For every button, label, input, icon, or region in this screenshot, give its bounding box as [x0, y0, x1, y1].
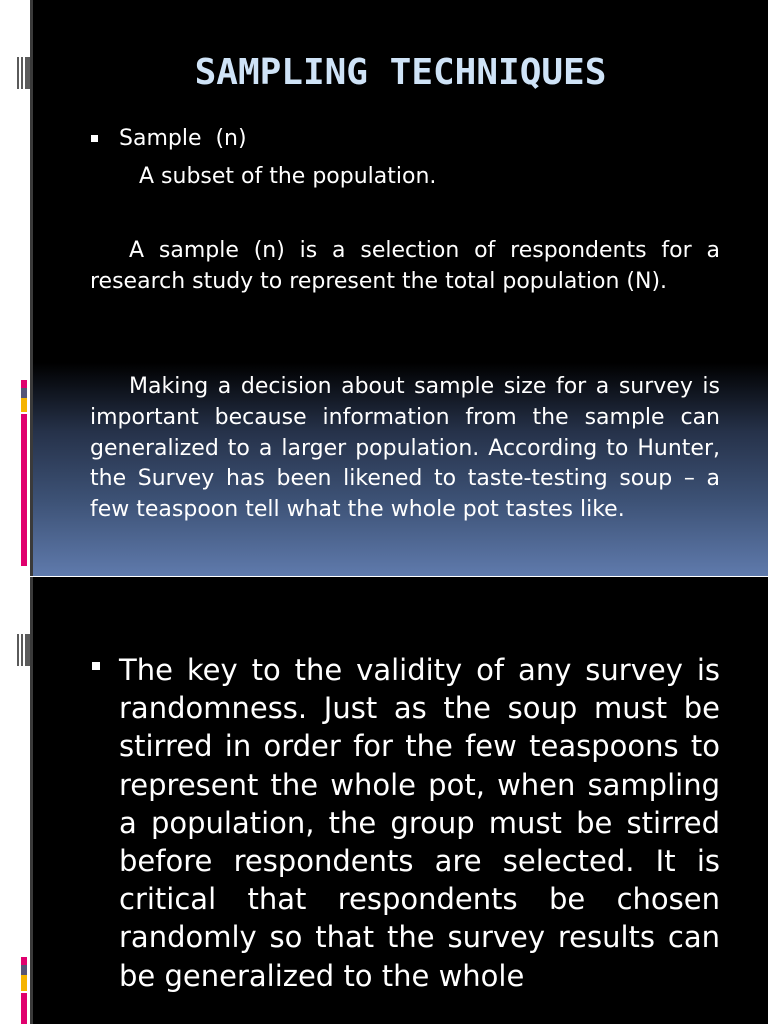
color-accent-strip — [21, 957, 27, 1024]
square-bullet-icon — [91, 135, 98, 142]
paragraph-randomness: The key to the validity of any survey is randomness. Just as the soup must be stirred in order for the few teaspoons to represent the whole pot, when sampling a population, the group must be stirred before respondents are selected. It is critical that respondents be chosen randomly so that the survey results can be generalized to the whole — [119, 653, 720, 993]
bullet-label-sample: Sample (n) — [119, 126, 247, 151]
slide-edge-line — [30, 577, 33, 1024]
slide-title: SAMPLING TECHNIQUES — [194, 52, 607, 93]
square-bullet-icon — [92, 662, 100, 670]
paragraph-sample-size: Making a decision about sample size for a survey is important because information from the sample can generalized to a larger population. According to Hunter, the Survey has been likened to taste-testing soup – a few teaspoon tell what the whole pot tastes like. — [90, 374, 720, 523]
color-accent-strip — [21, 380, 27, 566]
sample-definition: A subset of the population. — [139, 164, 437, 189]
vertical-bars-icon — [17, 57, 30, 89]
vertical-bars-icon — [17, 634, 30, 666]
paragraph-sample-description: A sample (n) is a selection of respondents for a research study to represent the total population (N). — [90, 238, 720, 294]
